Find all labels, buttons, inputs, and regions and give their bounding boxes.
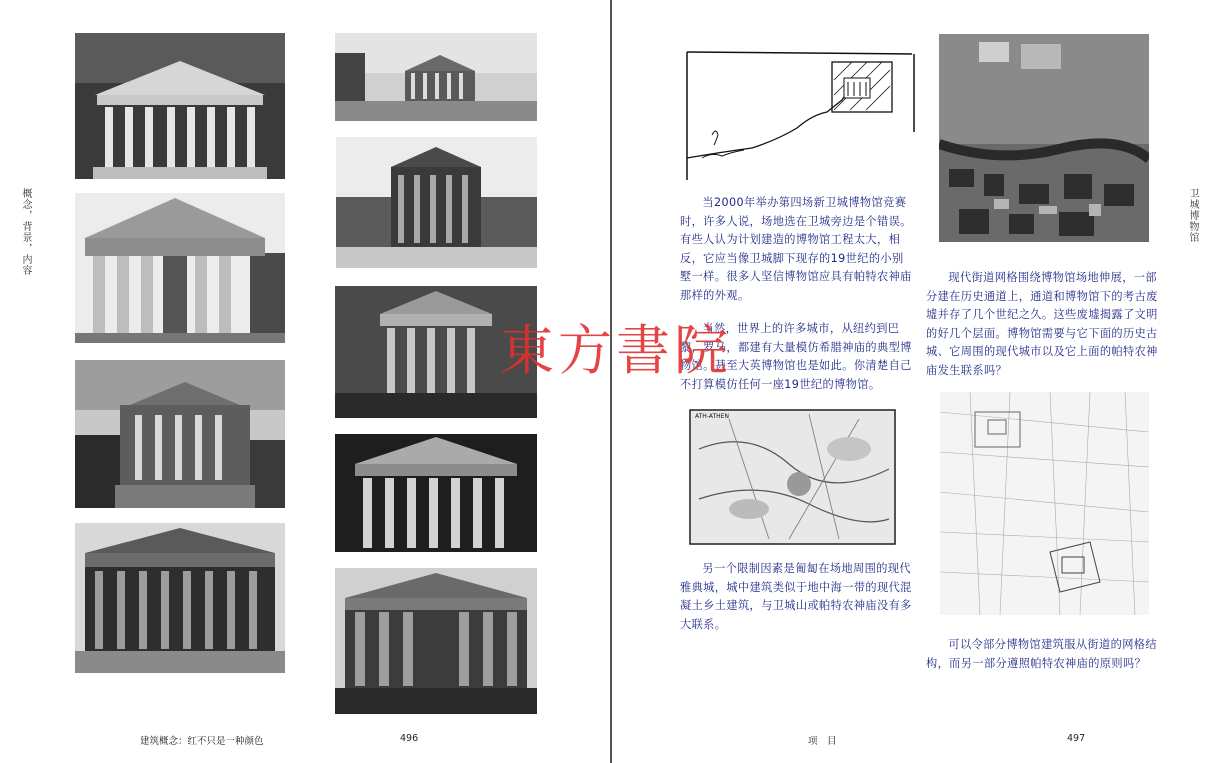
left-page-number: 496 xyxy=(400,733,419,744)
paragraph-4: 现代街道网格围绕博物馆场地伸展，一部分建在历史通道上，通道和博物馆下的考古废墟并存了几个世纪之久。这些废墟揭露了文明的好几个层面。博物馆需要与它下面的历史古城、它周围的现代城市以及它上面的帕特农神庙发生联系吗？ xyxy=(926,271,1158,377)
hill-sketch xyxy=(682,40,922,180)
paragraph-5: 可以令部分博物馆建筑服从街道的网格结构，而另一部分遵照帕特农神庙的原则吗？ xyxy=(926,638,1157,670)
museum-photo-6 xyxy=(336,137,537,268)
right-side-label: 卫城博物馆 xyxy=(1187,188,1198,243)
paragraph-3: 另一个限制因素是匍匐在场地周围的现代雅典城，城中建筑类似于地中海一带的现代混凝土乡土建筑，与卫城山或帕特农神庙没有多大联系。 xyxy=(680,562,912,631)
paragraph-2: 当然，世界上的许多城市，从纽约到巴黎，罗马，都建有大量模仿希腊神庙的典型博物馆。甚至大英博物馆也是如此。你清楚自己不打算模仿任何一座19世纪的博物馆。 xyxy=(680,322,912,391)
athens-map xyxy=(689,409,896,545)
paragraph-1: 当2000年举办第四场新卫城博物馆竞赛时，许多人说，场地选在卫城旁边是个错误。有些人认为计划建造的博物馆工程太大，相反，它应当像卫城脚下现存的19世纪的小别墅一样。很多人坚信博物馆应具有帕特农神庙那样的外观。 xyxy=(680,196,912,302)
aerial-photo xyxy=(939,34,1149,242)
city-plan xyxy=(940,392,1149,615)
left-footer-title: 建筑概念：红不只是一种颜色 xyxy=(140,736,264,747)
museum-photo-5 xyxy=(335,33,537,121)
museum-photo-8 xyxy=(335,434,537,552)
museum-photo-4 xyxy=(75,523,285,673)
museum-photo-9 xyxy=(335,568,537,714)
museum-photo-3 xyxy=(75,360,285,508)
map-caption: ATH-ATHEN xyxy=(695,413,729,420)
left-side-label: 概念，背景，内容 xyxy=(20,188,31,276)
right-footer-title: 项 目 xyxy=(808,736,837,747)
museum-photo-1 xyxy=(75,33,285,179)
right-page-number: 497 xyxy=(1067,733,1086,744)
museum-photo-2 xyxy=(75,193,285,343)
watermark-stamp: 東方書院 xyxy=(500,319,732,382)
